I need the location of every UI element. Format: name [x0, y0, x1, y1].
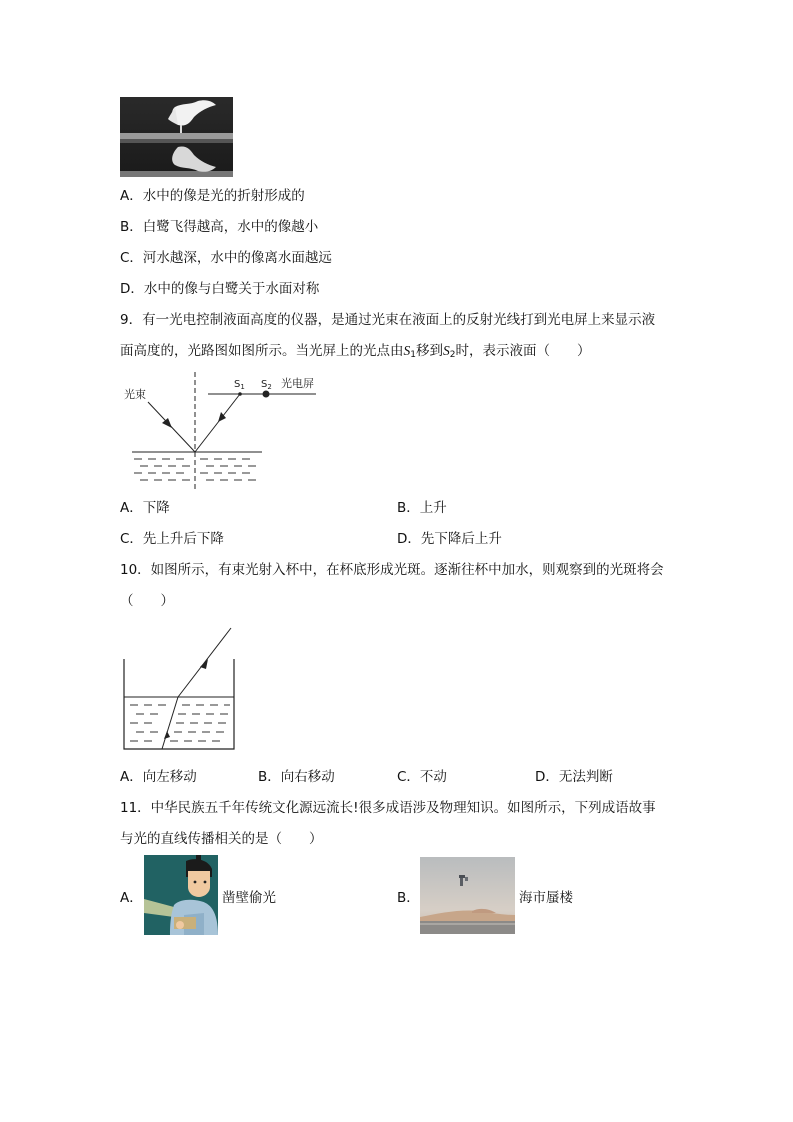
- q11-option-a-letter: A．: [120, 890, 143, 906]
- q11-option-b-image: [420, 857, 515, 934]
- q9-light-path-diagram: [120, 370, 330, 490]
- q11-option-a-text: 凿壁偷光: [222, 890, 276, 906]
- q8-option-c: C．河水越深，水中的像离水面越远: [120, 250, 332, 266]
- q11-option-a-image: [144, 855, 218, 935]
- q8-option-b: B．白鹭飞得越高，水中的像越小: [120, 219, 319, 235]
- q10-option-a: A．向左移动: [120, 769, 197, 785]
- q9-stem-line1: 9．有一光电控制液面高度的仪器，是通过光束在液面上的反射光线打到光电屏上来显示液: [120, 312, 656, 328]
- q11-stem-line2: 与光的直线传播相关的是（ ）: [120, 831, 323, 847]
- q11-option-b-letter: B．: [397, 890, 420, 906]
- q9-stem-line2: 面高度的，光路图如图所示。当光屏上的光点由$S_1$移到$S_2$时，表示液面（ ）: [120, 343, 591, 360]
- beam-label: 光束: [124, 388, 146, 401]
- s2-label: $S_2$: [261, 379, 272, 391]
- q8-option-d: D．水中的像与白鹭关于水面对称: [120, 281, 320, 297]
- egret-reflection-photo: [120, 97, 233, 177]
- q10-stem-line2: （ ）: [120, 593, 174, 609]
- q8-option-a: A．水中的像是光的折射形成的: [120, 188, 305, 204]
- q10-option-c: C．不动: [397, 769, 447, 785]
- q9-option-d: D．先下降后上升: [397, 531, 502, 547]
- q9-option-b: B．上升: [397, 500, 447, 516]
- q11-option-b-text: 海市蜃楼: [519, 890, 573, 906]
- q9-option-c: C．先上升后下降: [120, 531, 224, 547]
- q10-option-d: D．无法判断: [535, 769, 613, 785]
- q10-cup-diagram: [120, 625, 240, 753]
- screen-label: 光电屏: [281, 377, 314, 390]
- q9-option-a: A．下降: [120, 500, 170, 516]
- q10-stem-line1: 10．如图所示，有束光射入杯中，在杯底形成光斑。逐渐往杯中加水，则观察到的光斑将会: [120, 562, 664, 578]
- q11-stem-line1: 11．中华民族五千年传统文化源远流长!很多成语涉及物理知识。如图所示，下列成语故事: [120, 800, 656, 816]
- q10-option-b: B．向右移动: [258, 769, 335, 785]
- s1-label: $S_1$: [234, 379, 245, 391]
